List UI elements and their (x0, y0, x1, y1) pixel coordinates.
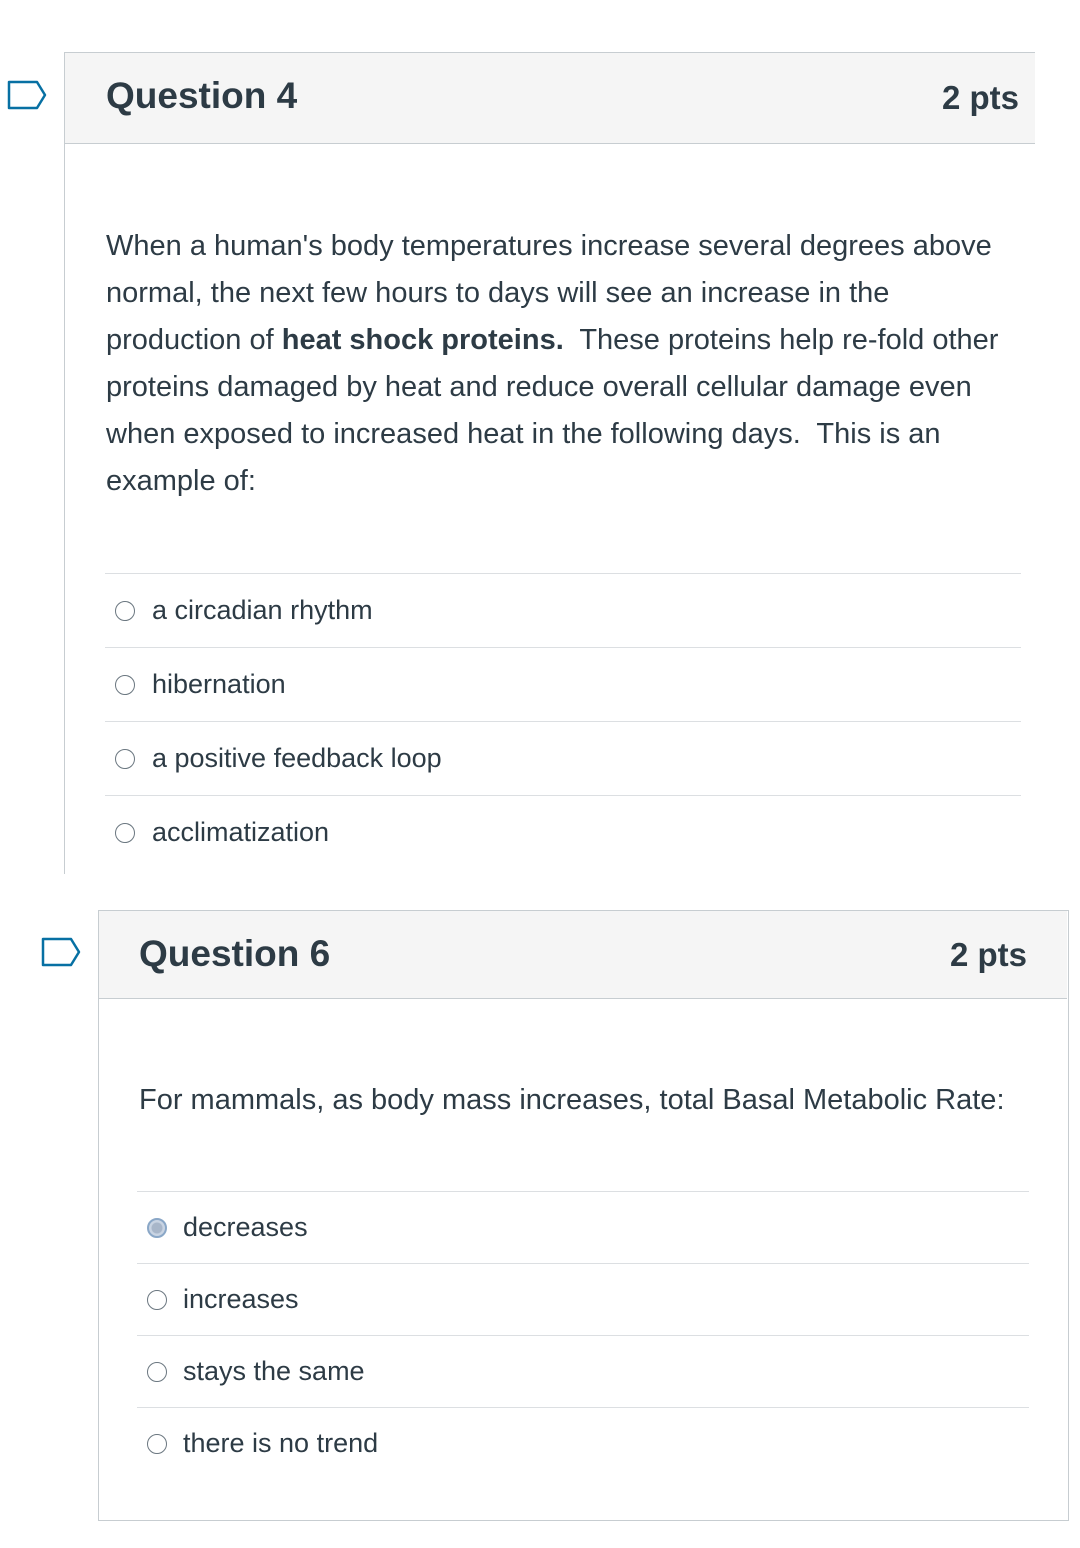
radio-button-icon[interactable] (115, 749, 135, 769)
answer-option[interactable] (137, 1407, 1029, 1479)
question-card-6 (98, 910, 1069, 1521)
answer-option[interactable] (137, 1335, 1029, 1407)
answer-label: there is no trend (183, 1428, 379, 1458)
question-header (99, 911, 1067, 999)
question-card-4 (64, 52, 1035, 874)
radio-button-icon[interactable] (147, 1434, 167, 1454)
answer-list (105, 573, 1021, 869)
answer-label: a circadian rhythm (152, 595, 373, 625)
answer-list (137, 1191, 1029, 1479)
question-points: 2 pts (941, 79, 1019, 116)
radio-button-icon[interactable] (147, 1362, 167, 1382)
answer-option[interactable] (105, 795, 1021, 869)
answer-label: hibernation (152, 669, 286, 699)
radio-button-icon[interactable] (115, 823, 135, 843)
radio-button-selected-icon[interactable] (147, 1218, 167, 1238)
question-points: 2 pts (949, 936, 1027, 973)
radio-button-icon[interactable] (115, 675, 135, 695)
flag-question-icon[interactable] (7, 80, 47, 110)
answer-option[interactable] (137, 1263, 1029, 1335)
answer-option[interactable] (105, 573, 1021, 647)
question-title: Question 6 (139, 933, 331, 974)
question-header (65, 53, 1035, 144)
question-prompt (106, 223, 1026, 505)
radio-button-icon[interactable] (147, 1290, 167, 1310)
question-prompt-emphasis: heat shock proteins. (281, 324, 564, 356)
answer-option[interactable] (105, 647, 1021, 721)
question-prompt-text-end: These proteins help re-fold other proteins damaged by heat and reduce overall cellular damage even when exposed to increased heat in the following days. This is an example of: (106, 324, 1007, 497)
answer-label: a positive feedback loop (152, 743, 442, 773)
question-prompt-text: When a human's body temperatures increase several degrees above normal, the next few hours to days will see an increase in the production of (106, 230, 992, 356)
flag-question-icon[interactable] (41, 937, 81, 967)
answer-option[interactable] (105, 721, 1021, 795)
question-title: Question 4 (106, 75, 298, 116)
answer-label: acclimatization (152, 817, 330, 847)
answer-label: stays the same (183, 1356, 365, 1386)
question-prompt: For mammals, as body mass increases, total Basal Metabolic Rate: (139, 1084, 1005, 1116)
answer-option[interactable] (137, 1191, 1029, 1263)
answer-label: decreases (183, 1212, 308, 1242)
radio-button-icon[interactable] (115, 601, 135, 621)
answer-label: increases (183, 1284, 299, 1314)
